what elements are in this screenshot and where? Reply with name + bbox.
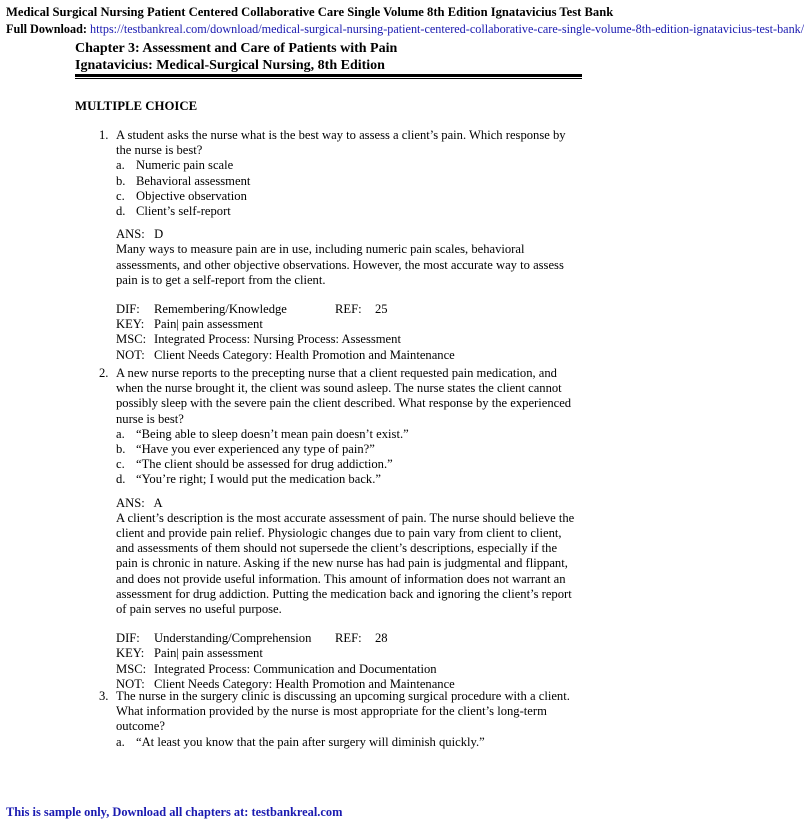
document-title: Medical Surgical Nursing Patient Centered Collaborative Care Single Volume 8th Edition Ignatavicius Test Bank [6,5,614,19]
answer: ANS: D [116,227,164,242]
option-c: c. Objective observation [116,188,247,203]
chapter-title: Chapter 3: Assessment and Care of Patients with Pain [75,41,398,56]
heading-rule-thick [75,74,582,77]
download-label: Full Download: [6,22,87,36]
option-d: d. Client’s self-report [116,204,231,219]
answer: ANS: A [116,495,163,510]
question-number: 3. [99,689,109,703]
download-link[interactable]: https://testbankreal.com/download/medical-surgical-nursing-patient-centered-collaborative-care-single-volume-8th-edition-ignatavicius-test-bank/ [89,22,804,36]
question-stem: The nurse in the surgery clinic is discussing an upcoming surgical procedure with a client. What information provided by the nurse is most appropriate for the client’s long-term outcome? [116,689,570,734]
option-d: d. “You’re right; I would put the medication back.” [116,472,381,487]
rationale: Many ways to measure pain are in use, including numeric pain scales, behavioral assessments, and other objective observations. However, the most accurate way to assess pain is to get a self-report from the client. [116,242,564,287]
section-title: MULTIPLE CHOICE [75,99,198,113]
option-b: b. “Have you ever experienced any type of pain?” [116,442,375,457]
option-b: b. Behavioral assessment [116,173,251,188]
question-3 [99,689,581,750]
question-stem: A new nurse reports to the precepting nurse that a client requested pain medication, and when the nurse brought it, the client was sound asleep. The nurse states the client cannot possibly sleep with the severe pain the client described. What response by the experienced nurse is best? [116,366,572,426]
chapter-heading [75,40,580,74]
option-a: a. Numeric pain scale [116,158,234,173]
download-line [6,21,804,37]
sample-footer [6,805,342,820]
rationale: A client’s description is the most accurate assessment of pain. The nurse should believe the client and provide pain relief. Physiologic changes due to pain vary from client to client, and assessments of them should not supersede the client’s descriptions, especially if the pain is chronic in nature. Asking if the new nurse has had pain is judgmental and flippant, and does not provide useful information. This amount of information does not warrant an assessment for drug addiction. Putting the medication back and ignoring the client’s report of pain serves no useful purpose. [116,510,575,617]
option-a: a. “At least you know that the pain after surgery will diminish quickly.” [116,734,485,749]
heading-rule-thin [75,78,582,79]
question-number: 1. [99,128,109,142]
question-metadata: DIF: Remembering/Knowledge REF: 25 KEY: Pain| pain assessment MSC: Integrated Process: Nursing Process: Assessment NOT: Client Needs Category: Health Promotion and Maintenance [116,302,455,362]
option-c: c. “The client should be assessed for drug addiction.” [116,457,393,472]
question-number: 2. [99,366,109,380]
question-metadata: DIF: Understanding/Comprehension REF: 28 KEY: Pain| pain assessment MSC: Integrated Process: Communication and Documentation NOT: Client Needs Category: Health Promotion and Maintenance [116,631,455,691]
question-1 [99,128,581,363]
question-2 [99,366,581,692]
question-stem: A student asks the nurse what is the best way to assess a client’s pain. Which response by the nurse is best? [116,128,566,158]
option-a: a. “Being able to sleep doesn’t mean pain doesn’t exist.” [116,426,409,441]
footer-text: This is sample only, Download all chapters at: [6,805,249,819]
book-title: Ignatavicius: Medical-Surgical Nursing, 8th Edition [75,58,385,73]
footer-link[interactable]: testbankreal.com [251,805,343,819]
